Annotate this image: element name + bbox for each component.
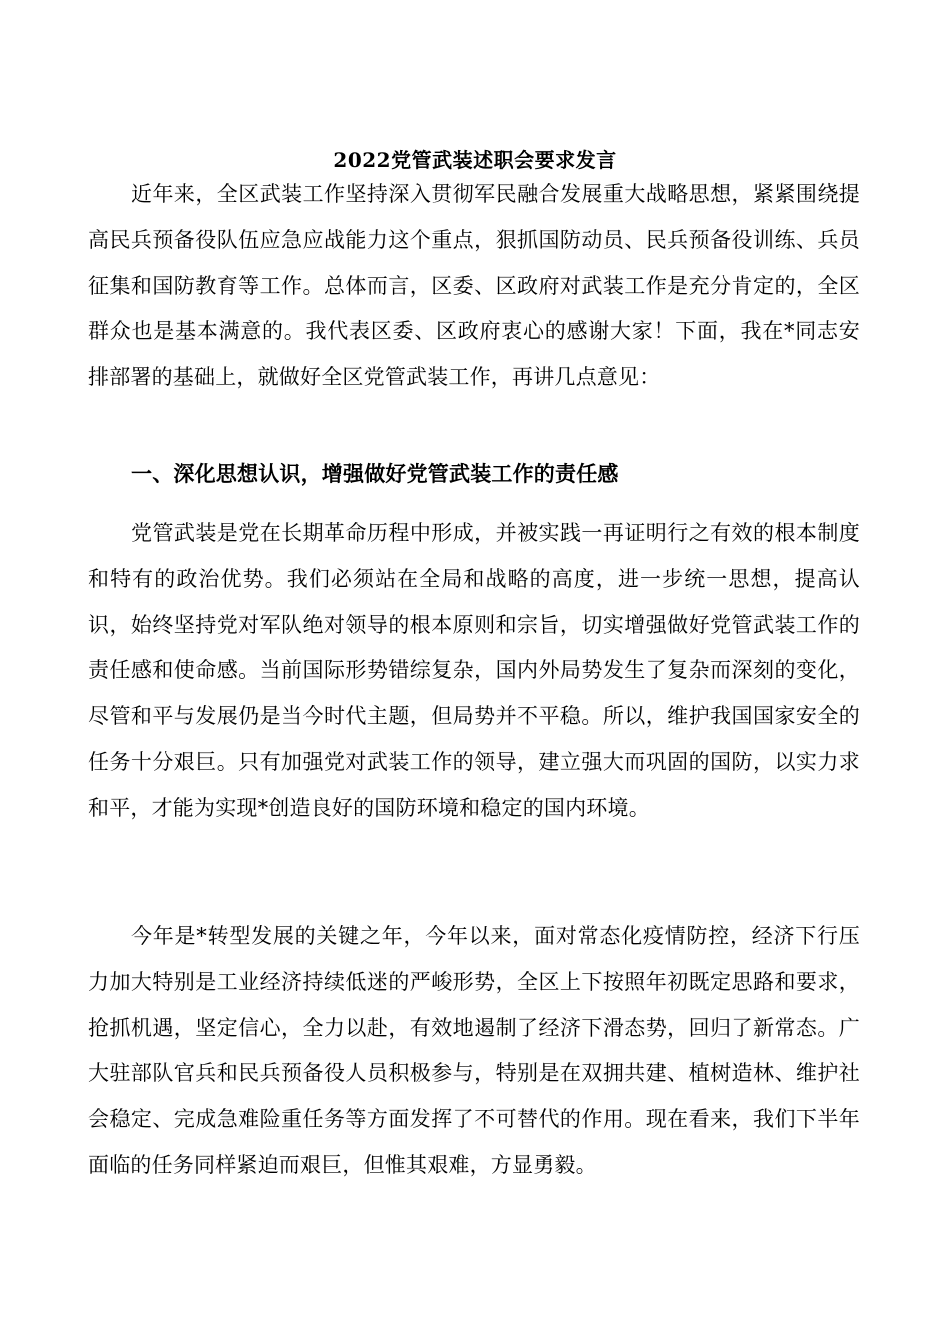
document-title: 2022党管武装述职会要求发言 [333, 148, 617, 172]
paragraph-section-1: 党管武装是党在长期革命历程中形成，并被实践一再证明行之有效的根本制度和特有的政治优势。我们必须站在全局和战略的高度，进一步统一思想，提高认识，始终坚持党对军队绝对领导的根本原则和宗旨，切实增强做好党管武装工作的责任感和使命感。当前国际形势错综复杂，国内外局势发生了复杂而深刻的变化，尽管和平与发展仍是当今时代主题，但局势并不平稳。所以，维护我国国家安全的任务十分艰巨。只有加强党对武装工作的领导，建立强大而巩固的国防，以实力求和平，才能为实现*创造良好的国防环境和稳定的国内环境。 [88, 521, 860, 820]
paragraph-section-1-continued: 今年是*转型发展的关键之年，今年以来，面对常态化疫情防控，经济下行压力加大特别是工业经济持续低迷的严峻形势，全区上下按照年初既定思路和要求，抢抓机遇，坚定信心，全力以赴，有效地遏制了经济下滑态势，回归了新常态。广大驻部队官兵和民兵预备役人员积极参与，特别是在双拥共建、植树造林、维护社会稳定、完成急难险重任务等方面发挥了不可替代的作用。现在看来，我们下半年面临的任务同样紧迫而艰巨，但惟其艰难，方显勇毅。 [88, 924, 860, 1177]
section-heading-1: 一、深化思想认识，增强做好党管武装工作的责任感 [131, 461, 619, 486]
paragraph-intro: 近年来，全区武装工作坚持深入贯彻军民融合发展重大战略思想，紧紧围绕提高民兵预备役队伍应急应战能力这个重点，狠抓国防动员、民兵预备役训练、兵员征集和国防教育等工作。总体而言，区委、区政府对武装工作是充分肯定的，全区群众也是基本满意的。我代表区委、区政府衷心的感谢大家！下面，我在*同志安排部署的基础上，就做好全区党管武装工作，再讲几点意见： [88, 182, 860, 390]
